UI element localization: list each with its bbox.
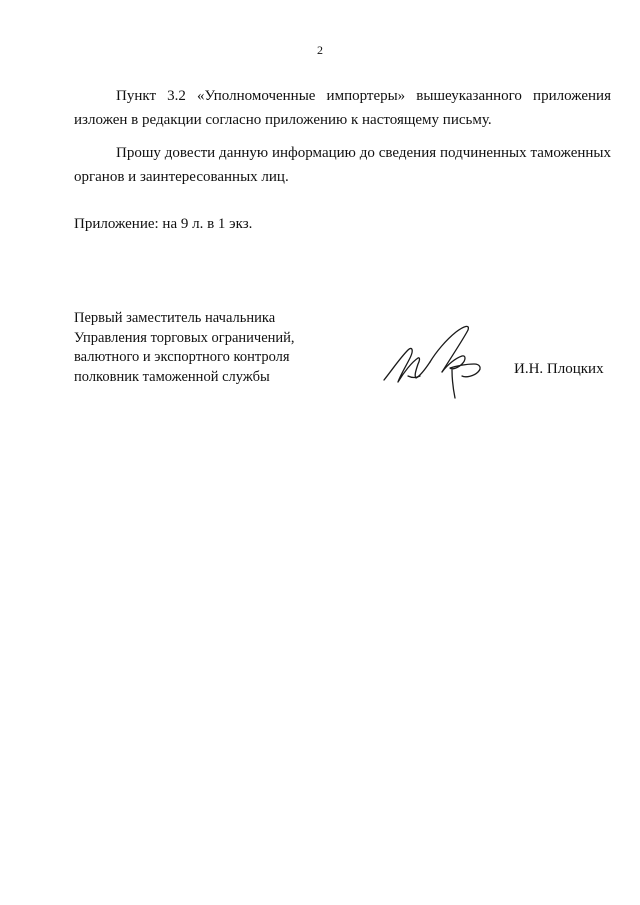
body-paragraph-1: Пункт 3.2 «Уполномоченные импортеры» вышеуказанного приложения изложен в редакции согласно приложению к настоящему письму. <box>74 88 611 128</box>
signer-position-line-1: Первый заместитель начальника <box>74 310 276 326</box>
signer-position-line-3: валютного и экспортного контроля <box>74 349 290 365</box>
body-paragraph-2: Прошу довести данную информацию до сведения подчиненных таможенных органов и заинтересованных лиц. <box>74 145 611 185</box>
signer-position-line-2: Управления торговых ограничений, <box>74 329 295 346</box>
signer-position <box>74 309 295 387</box>
attachment-note: Приложение: на 9 л. в 1 экз. <box>74 216 253 232</box>
letter-body <box>74 84 611 189</box>
signature-icon <box>378 320 500 402</box>
signer-position-line-4: полковник таможенной службы <box>74 368 270 385</box>
page-number: 2 <box>317 43 323 57</box>
signer-name: И.Н. Плоцких <box>514 361 604 377</box>
